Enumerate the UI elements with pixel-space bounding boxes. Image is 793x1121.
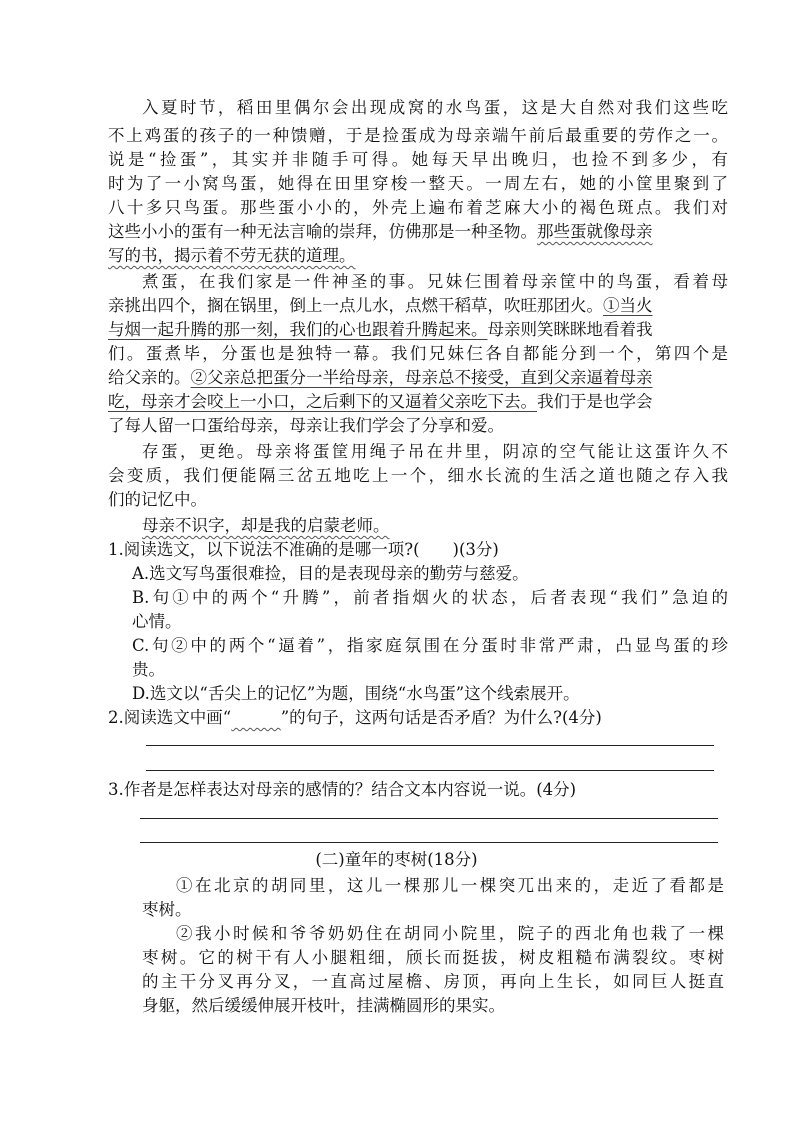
q2-text: 2.阅读选文中画“	[108, 708, 232, 727]
passage-line: ②我小时候和爷爷奶奶住在胡同小院里，院子的西北角也栽了一棵	[176, 924, 724, 943]
q1-option-a: A.选文写鸟蛋很难捡，目的是表现母亲的勤劳与慈爱。	[132, 564, 529, 583]
passage-line: 会变质，我们便能隔三岔五地吃上一个，细水长流的生活之道也随之存入我	[108, 466, 728, 485]
underlined-sentence-2: ②父亲总把蛋分一半给母亲，母亲总不接受，直到父亲逼着母亲	[190, 368, 653, 387]
passage-text: 母亲则笑眯眯地看着我	[487, 320, 653, 339]
passage-line	[108, 294, 728, 318]
passage-line: 枣树。	[142, 900, 192, 919]
q1-option-b: B.句①中的两个“升腾”，前者指烟火的状态，后者表现“我们”急迫的	[132, 588, 728, 607]
wavy-underlined-sentence: 那些蛋就像母亲	[537, 222, 653, 241]
passage-line: 们的记忆中。	[108, 490, 207, 509]
passage-line: 们。蛋煮毕，分蛋也是独特一幕。我们兄妹仨各自都能分到一个，第四个是	[108, 344, 728, 363]
q1-option-c: C.句②中的两个“逼着”，指家庭氛围在分蛋时非常严肃，凸显鸟蛋的珍	[132, 636, 728, 655]
passage-line: 枣树。它的树干有人小腿粗细，颀长而挺拔，树皮粗糙布满裂纹。枣树	[142, 948, 724, 967]
underlined-sentence-1: ①当火	[603, 296, 653, 315]
section-2-title: (二)童年的枣树(18分)	[315, 850, 478, 869]
passage-line	[108, 366, 728, 390]
passage-line: 了每人留一口蛋给母亲，母亲让我们学会了分享和爱。	[108, 416, 504, 435]
passage-line: 存蛋，更绝。母亲将蛋筐用绳子吊在井里，阴凉的空气能让这蛋许久不	[142, 442, 728, 461]
passage-text: 亲挑出四个，搁在锅里，倒上一点儿水，点燃干稻草，吹旺那团火。	[108, 296, 603, 315]
answer-line[interactable]	[140, 818, 718, 819]
answer-line[interactable]	[146, 745, 714, 746]
passage-line: 不上鸡蛋的孩子的一种馈赠，于是捡蛋成为母亲端午前后最重要的劳作之一。	[108, 126, 728, 145]
wavy-underline-sample	[231, 708, 281, 727]
passage-line	[108, 220, 728, 244]
passage-text: 给父亲的。	[108, 368, 191, 387]
passage-line	[108, 390, 728, 414]
passage-line: ①在北京的胡同里，这儿一棵那儿一棵突兀出来的，走近了看都是	[176, 876, 724, 895]
passage-text: 这些小小的蛋有一种无法言喻的崇拜，仿佛那是一种圣物。	[108, 222, 537, 241]
passage-line: 入夏时节，稻田里偶尔会出现成窝的水鸟蛋，这是大自然对我们这些吃	[142, 98, 728, 117]
passage-line	[108, 244, 728, 268]
passage-line: 煮蛋，在我们家是一件神圣的事。兄妹仨围着母亲筐中的鸟蛋，看着母	[142, 272, 728, 291]
q2-text: ”的句子，这两句话是否矛盾？为什么?(4分)	[280, 708, 602, 727]
passage-line: 身躯，然后缓缓伸展开枝叶，挂满椭圆形的果实。	[142, 996, 505, 1015]
passage-line: 的主干分叉再分叉，一直高过屋檐、房顶，再向上生长，如同巨人挺直	[142, 972, 724, 991]
passage-line	[108, 318, 728, 342]
answer-line[interactable]	[140, 842, 718, 843]
wavy-underlined-sentence: 写的书，揭示着不劳无获的道理。	[108, 246, 356, 265]
passage-line: 时为了一小窝鸟蛋，她得在田里穿梭一整天。一周左右，她的小筐里聚到了	[108, 174, 728, 193]
question-3: 3.作者是怎样表达对母亲的感情的？结合文本内容说一说。(4分)	[108, 780, 577, 799]
question-1: 1.阅读选文，以下说法不准确的是哪一项?( )(3分)	[108, 540, 499, 559]
wavy-underlined-sentence: 母亲不识字，却是我的启蒙老师。	[142, 516, 390, 535]
underlined-sentence-2: 吃，母亲才会咬上一小口，之后剩下的又逼着父亲吃下去。	[108, 392, 537, 411]
passage-text: 我们于是也学会	[537, 392, 653, 411]
underlined-sentence-1: 与烟一起升腾的那一刻，我们的心也跟着升腾起来。	[108, 320, 488, 339]
passage-line: 说是“捡蛋”，其实并非随手可得。她每天早出晚归，也捡不到多少，有	[108, 150, 728, 169]
passage-line: 八十多只鸟蛋。那些蛋小小的，外壳上遍布着芝麻大小的褐色斑点。我们对	[108, 198, 728, 217]
answer-line[interactable]	[146, 770, 714, 771]
passage-line	[142, 514, 728, 538]
q1-option-c-cont: 贵。	[132, 660, 165, 679]
q1-option-d: D.选文以“舌尖上的记忆”为题，围绕“水鸟蛋”这个线索展开。	[132, 684, 580, 703]
q1-option-b-cont: 心情。	[132, 612, 182, 631]
question-2	[108, 706, 728, 730]
